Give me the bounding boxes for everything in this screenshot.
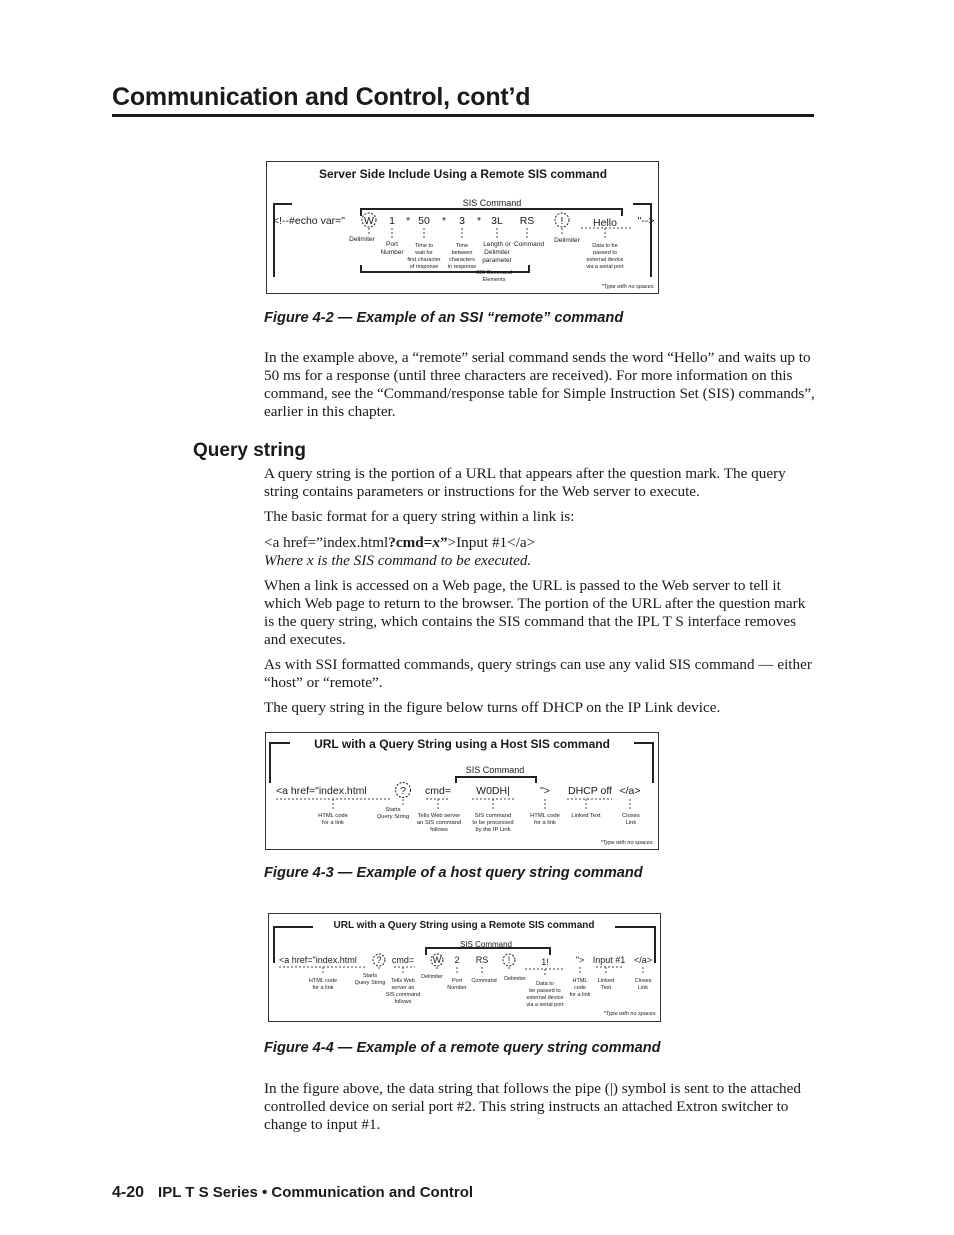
label-starts: Query String: [376, 814, 410, 820]
label-tells: Tells Web: [391, 978, 415, 984]
label-time: wait for: [415, 250, 433, 256]
label-html: for a link: [322, 820, 344, 826]
section-heading: Query string: [193, 440, 306, 461]
label-elements: Elements: [482, 277, 506, 283]
label-html: for a link: [569, 992, 591, 998]
code-port: 2: [454, 955, 460, 965]
page-footer: [112, 1184, 473, 1202]
label-data: external device: [526, 995, 564, 1001]
sis-group-label: SIS Command: [465, 765, 525, 775]
label-between: characters: [449, 257, 475, 263]
label-closes: Closes: [622, 813, 640, 819]
label-html: HTML code: [308, 978, 338, 984]
label-tells: server an: [391, 985, 415, 991]
footer-text: IPL T S Series • Communication and Control: [158, 1184, 474, 1201]
code-w: W: [432, 955, 442, 965]
code-star: *: [476, 215, 482, 227]
label-linked: Text: [600, 985, 612, 991]
code-data: Hello: [593, 217, 617, 229]
code-suffix: "-->: [637, 215, 655, 227]
label-command: Command: [471, 978, 497, 984]
code-close: ">: [540, 785, 550, 797]
label-linked: Linked Text: [571, 813, 601, 819]
label-data: passed to: [593, 250, 617, 256]
label-data: via a serial port: [526, 1002, 564, 1008]
code-prefix: <!--#echo var=": [273, 215, 346, 227]
label-html: HTML code: [318, 813, 348, 819]
label-between: in response: [447, 264, 477, 270]
code-end: </a>: [619, 785, 641, 797]
label-port: Number: [447, 985, 467, 991]
code-command: RS: [475, 955, 489, 965]
label-port: Port: [451, 978, 463, 984]
label-starts: Starts: [385, 807, 401, 813]
label-length: Delimiter: [484, 249, 510, 256]
label-data: Data to: [536, 981, 554, 987]
label-tells: SIS command: [385, 992, 421, 998]
body-paragraph: A query string is the portion of a URL that appears after the question mark. The query string contains parameters or instructions for the Web server to execute.: [264, 465, 786, 500]
code-question: ?: [400, 785, 406, 797]
label-time: first character: [407, 257, 441, 263]
label-closes: Closes: [634, 978, 652, 984]
label-html: for a link: [534, 820, 556, 826]
figure-title: URL with a Query String using a Remote SIS command: [333, 920, 595, 931]
code-data: 1!: [541, 957, 549, 967]
code-bang: !: [507, 955, 511, 965]
code-linked-text: DHCP off: [568, 785, 612, 797]
code-between: 3: [459, 215, 465, 227]
label-starts: Starts: [362, 973, 378, 979]
label-delimiter: Delimiter: [349, 236, 375, 243]
code-linked-text: Input #1: [592, 955, 626, 965]
code-time: 50: [418, 215, 430, 227]
label-between: Time: [455, 243, 469, 249]
figure-remote-query-diagram: [269, 914, 660, 1021]
label-html: code: [574, 985, 586, 991]
body-paragraph: As with SSI formatted commands, query strings can use any valid SIS command — either “host” or “remote”.: [264, 656, 812, 691]
label-time: Time to: [414, 243, 434, 249]
label-sis: to be processed: [472, 820, 514, 826]
label-tells: follows: [430, 827, 448, 833]
code-prefix: <a href="index.html: [276, 785, 367, 797]
label-port: Number: [380, 249, 404, 256]
code-example: <a href=”index.html?cmd=x”>Input #1</a> Where x is the SIS command to be executed.: [264, 534, 536, 569]
label-tells: Tells Web server: [417, 813, 461, 819]
code-note: Where x is the SIS command to be executed.: [264, 552, 532, 569]
label-linked: Linked: [597, 978, 615, 984]
code-port: 1: [389, 215, 395, 227]
label-delimiter: Delimiter: [504, 976, 526, 982]
code-cmd: cmd=: [425, 785, 451, 797]
label-command: Command: [514, 241, 544, 248]
code-cmd: cmd=: [391, 955, 415, 965]
title-rule: [112, 114, 814, 117]
sis-group-label: SIS Command: [459, 940, 513, 949]
label-data: be passed to: [529, 988, 561, 994]
note-no-spaces: *Type with no spaces.: [601, 284, 655, 290]
page-number: 4-20: [112, 1184, 145, 1201]
code-w: W: [364, 215, 374, 227]
label-length: parameter: [482, 257, 512, 264]
code-end: </a>: [633, 955, 653, 965]
label-tells: follows: [394, 999, 412, 1005]
label-length: Length or: [483, 241, 511, 248]
label-sis: SIS command: [474, 813, 512, 819]
label-port: Port: [386, 241, 398, 248]
label-delimiter: Delimiter: [421, 974, 443, 980]
figure-host-query: [265, 732, 659, 850]
figure-ssi-remote: [266, 161, 659, 294]
body-paragraph: When a link is accessed on a Web page, the URL is passed to the Web server to tell it which Web page to return to the browser. The portion of the URL after the question mark is the query string, which contains the SIS command that the IPL T S interface removes and executes.: [264, 577, 806, 648]
label-sis: by the IP Link: [475, 827, 511, 833]
code-command: RS: [519, 215, 535, 227]
note-no-spaces: *Type with no spaces.: [603, 1011, 657, 1017]
label-html: HTML code: [530, 813, 560, 819]
code-sis: W0DH|: [476, 785, 510, 797]
code-close: ">: [575, 955, 585, 965]
body-paragraph: The query string in the figure below turns off DHCP on the IP Link device.: [264, 699, 721, 716]
label-data: external device: [586, 257, 624, 263]
label-html: HTML: [572, 978, 588, 984]
figure-caption: Figure 4-3 — Example of a host query string command: [264, 865, 643, 881]
code-prefix: <a href="index.html: [279, 955, 357, 965]
label-delimiter: Delimiter: [554, 237, 580, 244]
label-data: Data to be: [592, 243, 618, 249]
figure-caption: Figure 4-2 — Example of an SSI “remote” command: [264, 310, 624, 326]
label-closes: Link: [625, 820, 637, 826]
code-length: 3L: [491, 215, 503, 227]
figure-ssi-remote-diagram: [267, 162, 658, 293]
figure-title: Server Side Include Using a Remote SIS command: [318, 167, 608, 181]
page-title: Communication and Control, cont’d: [112, 83, 531, 111]
body-paragraph: In the figure above, the data string that follows the pipe (|) symbol is sent to the attached controlled device on serial port #2. This string instructs an attached Extron switcher to change to input #1.: [264, 1080, 801, 1133]
sis-group-label: SIS Command: [462, 198, 522, 208]
figure-caption: Figure 4-4 — Example of a remote query string command: [264, 1040, 661, 1056]
code-star: *: [441, 215, 447, 227]
label-starts: Query String: [354, 980, 386, 986]
figure-title: URL with a Query String using a Host SIS command: [314, 737, 610, 751]
note-no-spaces: *Type with no spaces.: [600, 840, 654, 846]
code-star: *: [405, 215, 411, 227]
code-bang: !: [560, 215, 564, 227]
figure-remote-query: [268, 913, 661, 1022]
body-paragraph: The basic format for a query string within a link is:: [264, 508, 575, 525]
body-paragraph: In the example above, a “remote” serial command sends the word “Hello” and waits up to 50 ms for a response (until three characters are received). For more information on this command, see the “Command/response table for Simple Instruction Set (SIS) commands”, earlier in this chapter.: [264, 349, 815, 420]
label-data: via a serial port: [586, 264, 624, 270]
label-between: between: [451, 250, 473, 256]
label-closes: Link: [637, 985, 649, 991]
code-question: ?: [376, 955, 382, 965]
label-tells: an SIS command: [416, 820, 462, 826]
figure-host-query-diagram: [266, 733, 658, 849]
label-elements: SIS Command: [476, 270, 512, 276]
label-html: for a link: [312, 985, 334, 991]
label-time: of response: [409, 264, 439, 270]
